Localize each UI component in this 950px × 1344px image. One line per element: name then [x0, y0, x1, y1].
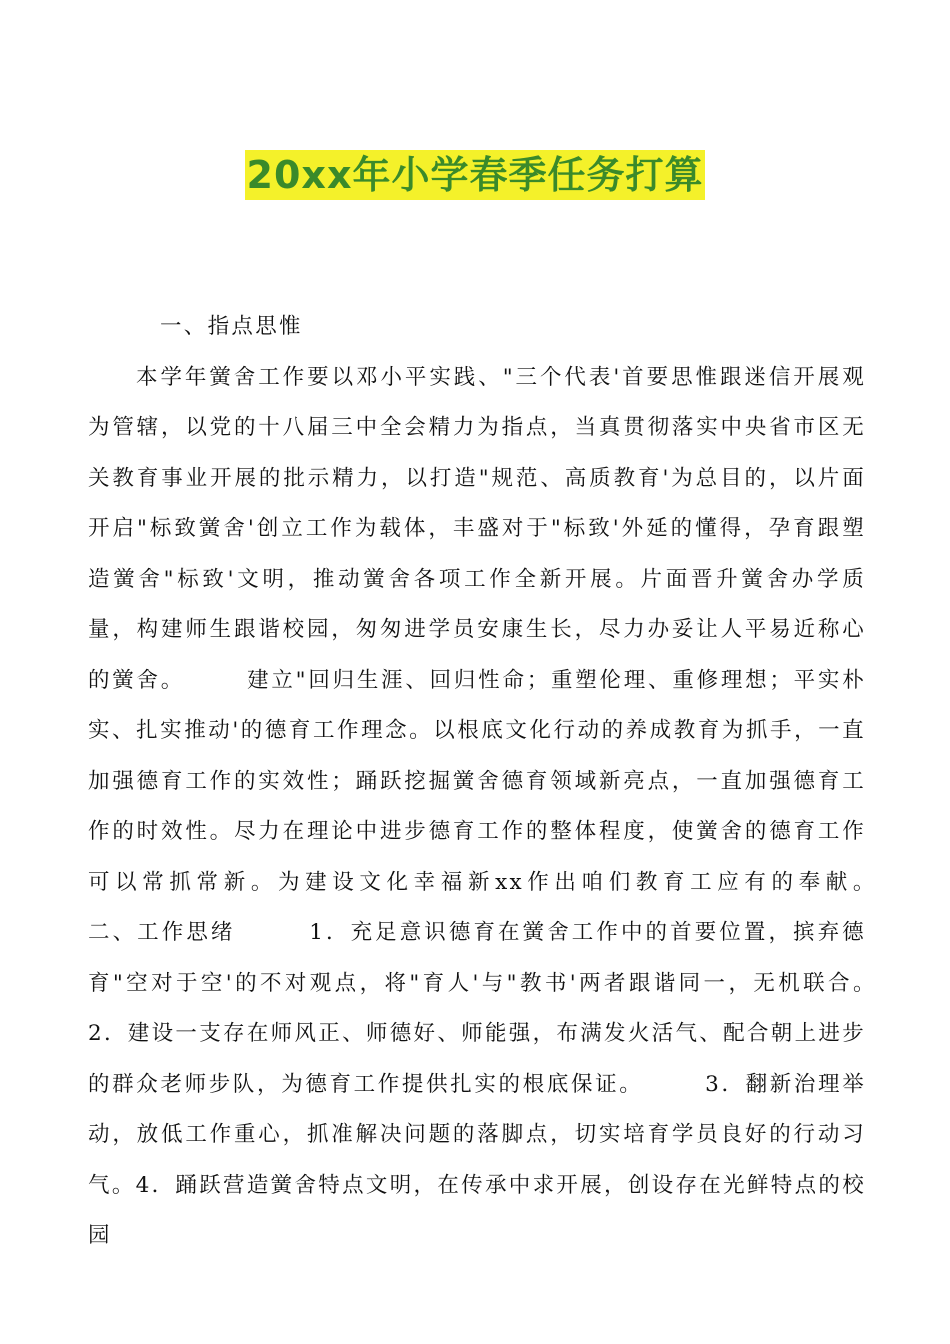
section-heading-guiding-ideology: 一、指点思惟: [160, 314, 303, 339]
document-title: 20xx年小学春季任务打算: [245, 150, 706, 200]
body-paragraph: 本学年黉舍工作要以邓小平实践、"三个代表'首要思惟跟迷信开展观为管辖，以党的十八届三中全会精力为指点，当真贯彻落实中央省市区无关教育事业开展的批示精力，以打造"规范、高质教育'为总目的，以片面开启"标致黉舍'创立工作为载体，丰盛对于"标致'外延的懂得，孕育跟塑造黉舍"标致'文明，推动黉舍各项工作全新开展。片面晋升黉舍办学质量，构建师生跟谐校园，匆匆进学员安康生长，尽力办妥让人平易近称心的黉舍。 建立"回归生涯、回归性命；重塑伦理、重修理想；平实朴实、扎实推动'的德育工作理念。以根底文化行动的养成教育为抓手，一直加强德育工作的实效性；踊跃挖掘黉舍德育领域新亮点，一直加强德育工作的时效性。尽力在理论中进步德育工作的整体程度，使黉舍的德育工作可以常抓常新。为建设文化幸福新xx作出咱们教育工应有的奉献。 二、工作思绪 1．充足意识德育在黉舍工作中的首要位置，摈弃德育"空对于空'的不对观点，将"育人'与"教书'两者跟谐同一，无机联合。 2．建设一支存在师风正、师德好、师能强，布满发火活气、配合朝上进步的群众老师步队，为德育工作提供扎实的根底保证。 3．翻新治理举动，放低工作重心，抓准解决问题的落脚点，切实培育学员良好的行动习气。4．踊跃营造黉舍特点文明，在传承中求开展，创设存在光鲜特点的校园: [88, 364, 938, 1248]
document-body: [88, 302, 938, 1262]
title-container: [0, 150, 950, 200]
